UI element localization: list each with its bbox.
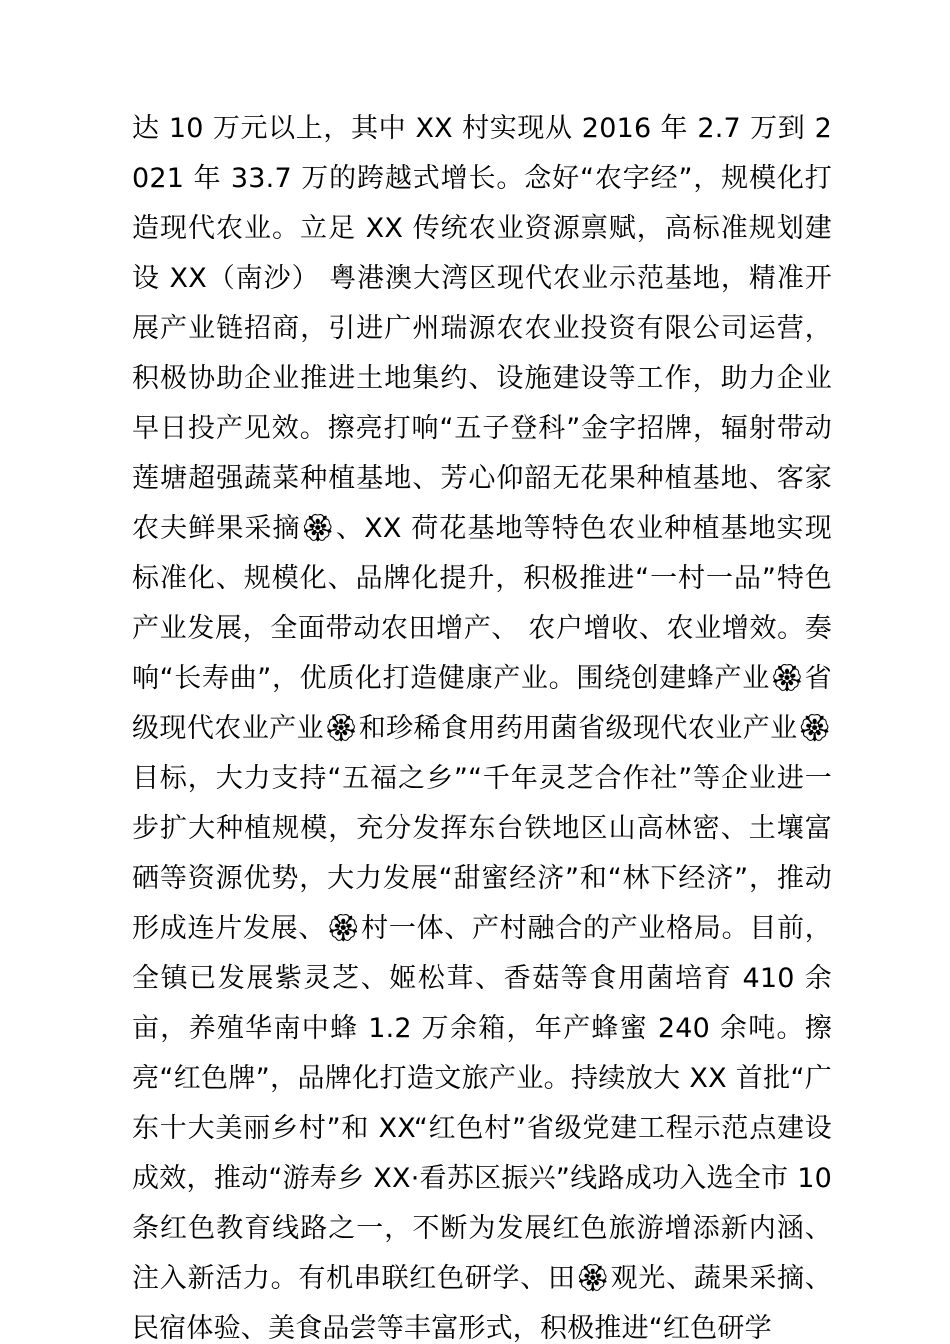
document-body xyxy=(132,104,832,1344)
body-paragraph: 达 10 万元以上，其中 XX 村实现从 2016 年 2.7 万到 2021 年 33.7 万的跨越式增长。念好“农字经”，规模化打造现代农业。立足 XX 传统农业资源禀赋，高标准规划建设 XX（南沙） 粤港澳大湾区现代农业示范基地，精准开展产业链招商，引进广州瑞源农农业投资有限公司运营，积极协助企业推进土地集约、设施建设等工作，助力企业早日投产见效。擦亮打响“五子登科”金字招牌，辐射带动莲塘超强蔬菜种植基地、芳心仰韶无花果种植基地、客家农夫鲜果采摘🏵、XX 荷花基地等特色农业种植基地实现标准化、规模化、品牌化提升，积极推进“一村一品”特色产业发展，全面带动农田增产、 农户增收、农业增效。奏响“长寿曲”，优质化打造健康产业。围绕创建蜂产业🏵省级现代农业产业🏵和珍稀食用药用菌省级现代农业产业🏵目标，大力支持“五福之乡”“千年灵芝合作社”等企业进一步扩大种植规模，充分发挥东台铁地区山高林密、土壤富硒等资源优势，大力发展“甜蜜经济”和“林下经济”，推动形成连片发展、🏵村一体、产村融合的产业格局。目前，全镇已发展紫灵芝、姬松茸、香菇等食用菌培育 410 余亩，养殖华南中蜂 1.2 万余箱，年产蜂蜜 240 余吨。擦亮“红色牌”，品牌化打造文旅产业。持续放大 XX 首批“广东十大美丽乡村”和 XX“红色村”省级党建工程示范点建设成效，推动“游寿乡 XX·看苏区振兴”线路成功入选全市 10 条红色教育线路之一，不断为发展红色旅游增添新内涵、注入新活力。有机串联红色研学、田🏵观光、蔬果采摘、民宿体验、美食品尝等丰富形式，积极推进“红色研学 xyxy=(132,113,832,1344)
